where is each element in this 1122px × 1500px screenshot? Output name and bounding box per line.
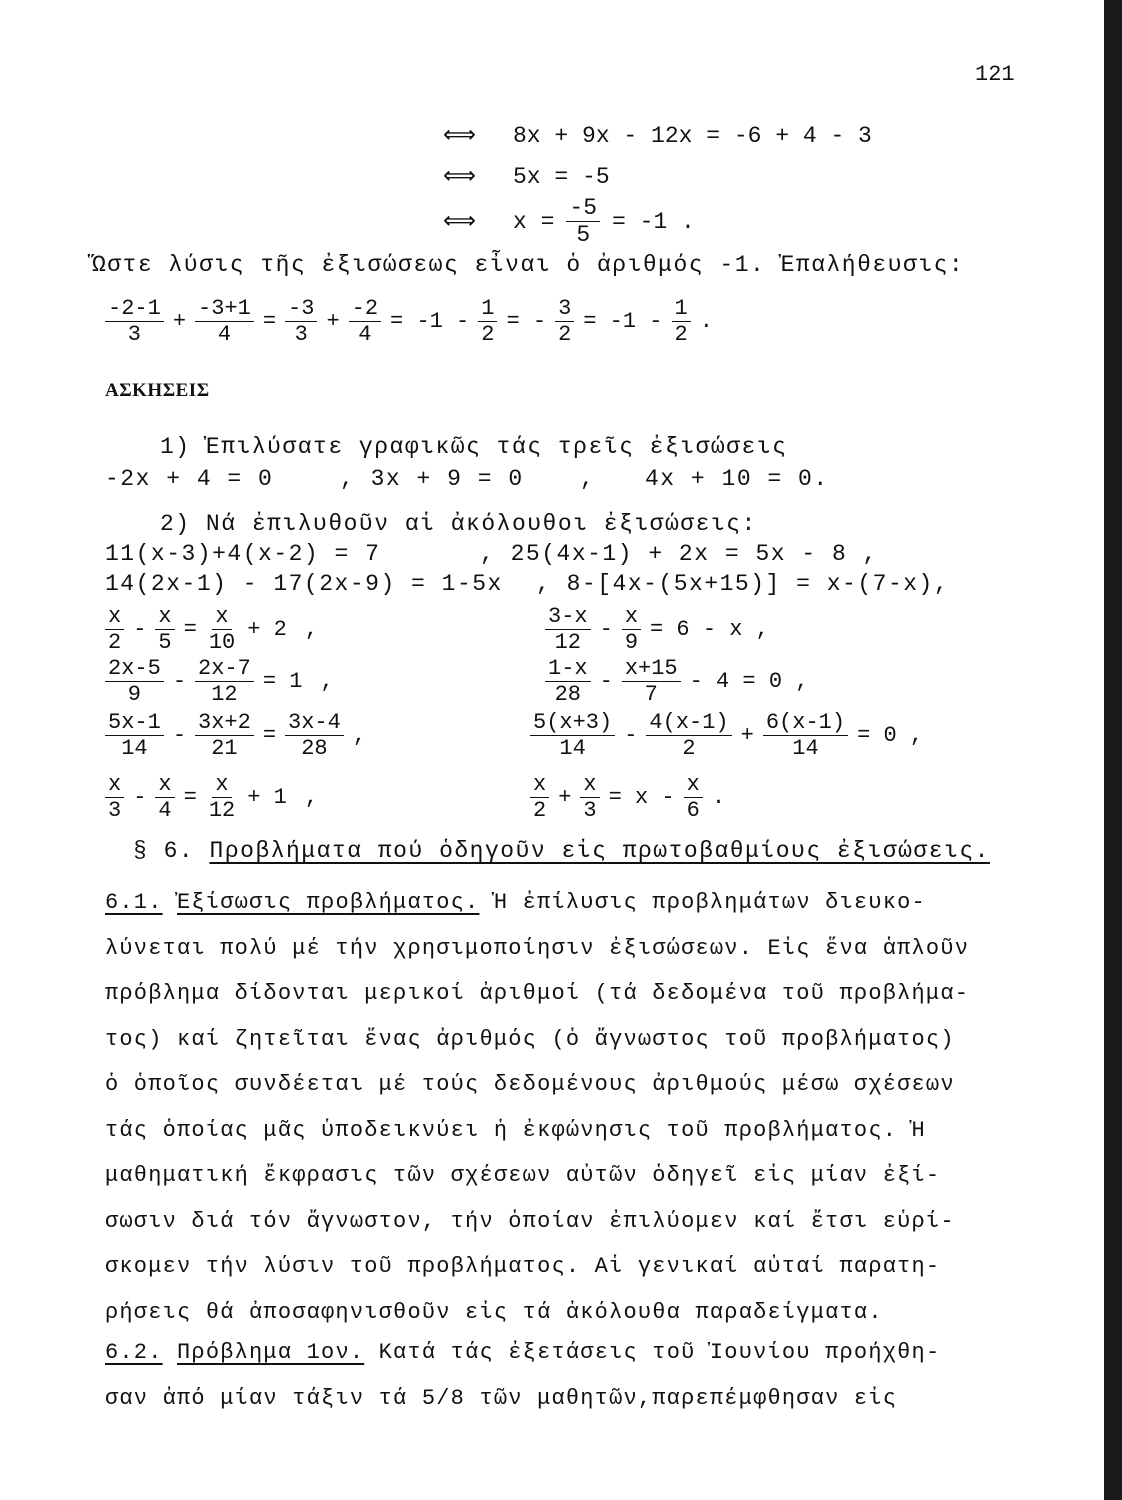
scan-page-edge bbox=[1104, 0, 1122, 1500]
math-operator: - 4 = 0 , bbox=[689, 669, 809, 695]
fraction bbox=[622, 657, 681, 706]
fraction bbox=[195, 657, 254, 706]
denominator: 9 bbox=[127, 682, 141, 708]
fraction bbox=[155, 605, 174, 654]
math-operator: - bbox=[599, 669, 613, 695]
denominator: 12 bbox=[208, 798, 236, 824]
fraction bbox=[478, 297, 497, 346]
paragraph-line: 6.2. Πρόβλημα 1ον. Κατά τάς ἐξετάσεις τοῦ Ἰουνίου προήχθη- bbox=[105, 1340, 941, 1365]
denominator: 2 bbox=[682, 736, 696, 762]
numerator: -2 bbox=[349, 297, 381, 322]
fraction-equation bbox=[105, 773, 327, 822]
subsection-6-2 bbox=[105, 1330, 1055, 1421]
math-operator: + bbox=[172, 309, 187, 335]
numerator: -3+1 bbox=[195, 297, 254, 322]
equivalence-arrow-icon: ⟺ bbox=[443, 123, 476, 149]
math-operator: = bbox=[183, 785, 197, 811]
fraction bbox=[206, 773, 238, 822]
exercise-2-eq-1: 11(x-3)+4(x-2) = 7 bbox=[105, 541, 381, 567]
math-operator: . bbox=[699, 309, 713, 335]
fraction bbox=[566, 196, 600, 247]
math-operator: = 1 bbox=[262, 669, 303, 695]
fraction-equation bbox=[105, 657, 343, 706]
section-heading bbox=[133, 838, 990, 864]
fraction bbox=[285, 711, 344, 760]
denominator: 4 bbox=[358, 322, 372, 348]
subsection-number: 6.2. bbox=[105, 1340, 163, 1365]
denominator: 6 bbox=[686, 798, 700, 824]
exercise-1-eq-3: 4x + 10 = 0. bbox=[645, 466, 829, 492]
denominator: 28 bbox=[554, 682, 581, 708]
paragraph-line: τος) καί ζητεῖται ἕνας ἀριθμός (ὁ ἄγνωστος τοῦ προβλήματος) bbox=[105, 1026, 955, 1052]
subsection-6-1 bbox=[105, 880, 1055, 1335]
exercise-2-eq-4: , 8-[4x-(5x+15)] = x-(7-x), bbox=[536, 571, 950, 597]
paragraph-line: πρόβλημα δίδονται μερικοί ἀριθμοί (τά δεδομένα τοῦ προβλήμα- bbox=[105, 981, 970, 1006]
fraction bbox=[545, 605, 591, 654]
fraction bbox=[195, 711, 254, 760]
exercise-2-eq-2: , 25(4x-1) + 2x = 5x - 8 , bbox=[480, 541, 878, 567]
numerator: 3 bbox=[555, 297, 574, 322]
math-operator: , bbox=[304, 617, 319, 643]
subsection-title: Πρόβλημα 1ον. bbox=[177, 1340, 365, 1365]
paragraph-line: τάς ὁποίας μᾶς ὑποδεικνύει ἡ ἐκφώνησις τοῦ προβλήματος. Ἡ bbox=[105, 1117, 926, 1143]
numerator: 3x+2 bbox=[195, 711, 254, 736]
fraction bbox=[763, 711, 848, 760]
math-operator: = - bbox=[506, 309, 547, 335]
numerator: 1 bbox=[672, 297, 691, 322]
paragraph-line: σαν ἀπό μίαν τάξιν τά 5/8 τῶν μαθητῶν,παρεπέμφθησαν εἰς bbox=[105, 1385, 898, 1411]
numerator: 5x-1 bbox=[105, 711, 164, 736]
section-title: Προβλήματα πού ὁδηγοῦν εἰς πρωτοβαθμίους ἐξισώσεις. bbox=[209, 838, 990, 864]
numerator: x+15 bbox=[622, 657, 681, 682]
exercise-2-eq-3: 14(2x-1) - 17(2x-9) = 1-5x bbox=[105, 571, 503, 597]
fraction bbox=[672, 297, 691, 346]
math-operator: = -1 - bbox=[583, 309, 663, 335]
numerator: x bbox=[212, 773, 231, 798]
numerator: x bbox=[530, 773, 549, 798]
numerator: x bbox=[622, 605, 641, 630]
paragraph-line: σωσιν διά τόν ἄγνωστον, τήν ὁποίαν ἐπιλύομεν καί ἔτσι εὑρί- bbox=[105, 1208, 955, 1234]
fraction-equation bbox=[545, 657, 817, 706]
denominator: 12 bbox=[211, 682, 238, 708]
math-operator: = -1 - bbox=[390, 309, 470, 335]
denominator: 5 bbox=[158, 630, 172, 656]
step-text: 8x + 9x - 12x = -6 + 4 - 3 bbox=[513, 123, 872, 149]
fraction bbox=[105, 605, 124, 654]
fraction bbox=[646, 711, 731, 760]
math-operator: - bbox=[172, 669, 187, 695]
denominator: 2 bbox=[533, 798, 547, 824]
numerator: 1 bbox=[478, 297, 497, 322]
math-operator: . bbox=[711, 785, 726, 811]
fraction bbox=[195, 297, 254, 346]
numerator: 4(x-1) bbox=[646, 711, 731, 736]
numerator: 2x-7 bbox=[195, 657, 254, 682]
math-operator: - bbox=[133, 785, 147, 811]
numerator: 3-x bbox=[545, 605, 591, 630]
denominator: 3 bbox=[127, 322, 141, 348]
math-operator: + bbox=[740, 723, 754, 749]
numerator: -3 bbox=[285, 297, 317, 322]
math-operator: - bbox=[172, 723, 187, 749]
fraction bbox=[530, 711, 615, 760]
exercise-1-eq-2: , 3x + 9 = 0 bbox=[340, 466, 524, 492]
fraction bbox=[349, 297, 381, 346]
fraction-equation bbox=[105, 605, 327, 654]
denominator: 4 bbox=[217, 322, 232, 348]
denominator: 4 bbox=[158, 798, 172, 824]
verification-expression bbox=[105, 297, 722, 346]
numerator: -2-1 bbox=[105, 297, 164, 322]
fraction bbox=[105, 297, 164, 346]
math-operator: - bbox=[133, 617, 147, 643]
fraction bbox=[684, 773, 703, 822]
step-rhs: = -1 . bbox=[612, 208, 695, 235]
numerator: 3x-4 bbox=[285, 711, 344, 736]
fraction bbox=[105, 773, 124, 822]
numerator: x bbox=[105, 773, 124, 798]
math-operator: + bbox=[326, 309, 340, 335]
equivalence-arrow-icon: ⟺ bbox=[443, 164, 476, 190]
page-number: 121 bbox=[975, 62, 1015, 87]
exercises-heading: ΑΣΚΗΣΕΙΣ bbox=[105, 380, 210, 401]
section-symbol: § 6. bbox=[133, 838, 195, 864]
math-operator: + 1 bbox=[247, 785, 287, 811]
fraction bbox=[206, 605, 238, 654]
derivation-step-3 bbox=[443, 196, 695, 247]
math-operator: , bbox=[304, 785, 319, 811]
denominator: 7 bbox=[644, 682, 658, 708]
denominator: 9 bbox=[624, 630, 639, 656]
numerator: 2x-5 bbox=[105, 657, 164, 682]
subsection-number: 6.1. bbox=[105, 890, 163, 915]
paragraph-line: 6.1. Ἐξίσωσις προβλήματος. Ἡ ἐπίλυσις προβλημάτων διευκο- bbox=[105, 890, 926, 915]
math-operator: - bbox=[624, 723, 638, 749]
fraction bbox=[105, 711, 164, 760]
denominator: 2 bbox=[558, 322, 572, 348]
fraction bbox=[105, 657, 164, 706]
paragraph-line: λύνεται πολύ μέ τήν χρησιμοποίησιν ἐξισώσεων. Εἰς ἕνα ἁπλοῦν bbox=[105, 935, 970, 961]
denominator: 21 bbox=[211, 736, 238, 762]
numerator: x bbox=[684, 773, 703, 798]
paragraph-line: ρήσεις θά ἀποσαφηνισθοῦν εἰς τά ἀκόλουθα παραδείγματα. bbox=[105, 1299, 883, 1325]
fraction bbox=[155, 773, 174, 822]
numerator: x bbox=[212, 605, 231, 630]
math-operator: = x - bbox=[608, 785, 675, 811]
subsection-title: Ἐξίσωσις προβλήματος. bbox=[177, 890, 480, 915]
fraction-equation bbox=[530, 711, 932, 760]
fraction bbox=[545, 657, 591, 706]
denominator: 2 bbox=[108, 630, 122, 656]
paragraph-line: σκομεν τήν λύσιν τοῦ προβλήματος. Αἱ γενικαί αὐταί παρατη- bbox=[105, 1254, 941, 1279]
math-operator: = bbox=[262, 723, 277, 749]
fraction-equation bbox=[545, 605, 778, 654]
denominator: 2 bbox=[674, 322, 688, 348]
numerator: 5(x+3) bbox=[530, 711, 615, 736]
denominator: 10 bbox=[208, 630, 236, 656]
denominator: 12 bbox=[554, 630, 581, 656]
denominator: 14 bbox=[792, 736, 819, 762]
exercise-1-separator: , bbox=[580, 466, 596, 492]
math-operator: , bbox=[320, 669, 334, 695]
fraction bbox=[580, 773, 599, 822]
fraction bbox=[530, 773, 549, 822]
denominator: 3 bbox=[108, 798, 122, 824]
math-operator: = 0 , bbox=[857, 723, 924, 749]
exercise-1-intro: 1) Ἐπιλύσατε γραφικῶς τάς τρεῖς ἐξισώσεις bbox=[160, 434, 788, 460]
numerator: x bbox=[155, 605, 174, 630]
fraction bbox=[555, 297, 574, 346]
fraction-equation bbox=[105, 711, 375, 760]
denominator: 3 bbox=[583, 798, 597, 824]
denominator: 14 bbox=[559, 736, 586, 762]
denominator: 5 bbox=[576, 222, 591, 249]
paragraph-line: μαθηματική ἔκφρασις τῶν σχέσεων αὐτῶν ὁδηγεῖ εἰς μίαν ἐξί- bbox=[105, 1163, 941, 1188]
denominator: 14 bbox=[121, 736, 148, 762]
step-text: 5x = -5 bbox=[513, 164, 610, 190]
math-operator: + bbox=[558, 785, 572, 811]
step-lhs: x = bbox=[513, 208, 555, 235]
conclusion-line: Ὥστε λύσις τῆς ἐξισώσεως εἶναι ὁ ἀριθμός -1. Ἐπαλήθευσις: bbox=[92, 252, 965, 278]
numerator: 1-x bbox=[545, 657, 591, 682]
numerator: x bbox=[155, 773, 174, 798]
derivation-step-1 bbox=[443, 122, 872, 149]
denominator: 28 bbox=[301, 736, 328, 762]
equivalence-arrow-icon: ⟺ bbox=[443, 209, 476, 236]
derivation-step-2 bbox=[443, 163, 610, 190]
fraction bbox=[285, 297, 317, 346]
denominator: 2 bbox=[481, 322, 495, 348]
exercise-1-eq-1: -2x + 4 = 0 bbox=[105, 466, 274, 492]
paragraph-line: ὁ ὁποῖος συνδέεται μέ τούς δεδομένους ἀριθμούς μέσω σχέσεων bbox=[105, 1072, 955, 1097]
math-operator: - bbox=[599, 617, 613, 643]
math-operator: + 2 bbox=[247, 617, 287, 643]
numerator: x bbox=[580, 773, 599, 798]
math-operator: , bbox=[352, 723, 367, 749]
denominator: 3 bbox=[294, 322, 308, 348]
exercise-2-intro: 2) Νά ἐπιλυθοῦν αἱ ἀκόλουθοι ἐξισώσεις: bbox=[160, 511, 757, 537]
math-operator: = 6 - x , bbox=[650, 617, 769, 643]
math-operator: = bbox=[183, 617, 197, 643]
fraction-equation bbox=[530, 773, 734, 822]
fraction bbox=[622, 605, 641, 654]
numerator: x bbox=[105, 605, 124, 630]
numerator: 6(x-1) bbox=[763, 711, 848, 736]
numerator: -5 bbox=[566, 196, 600, 222]
math-operator: = bbox=[262, 309, 277, 335]
